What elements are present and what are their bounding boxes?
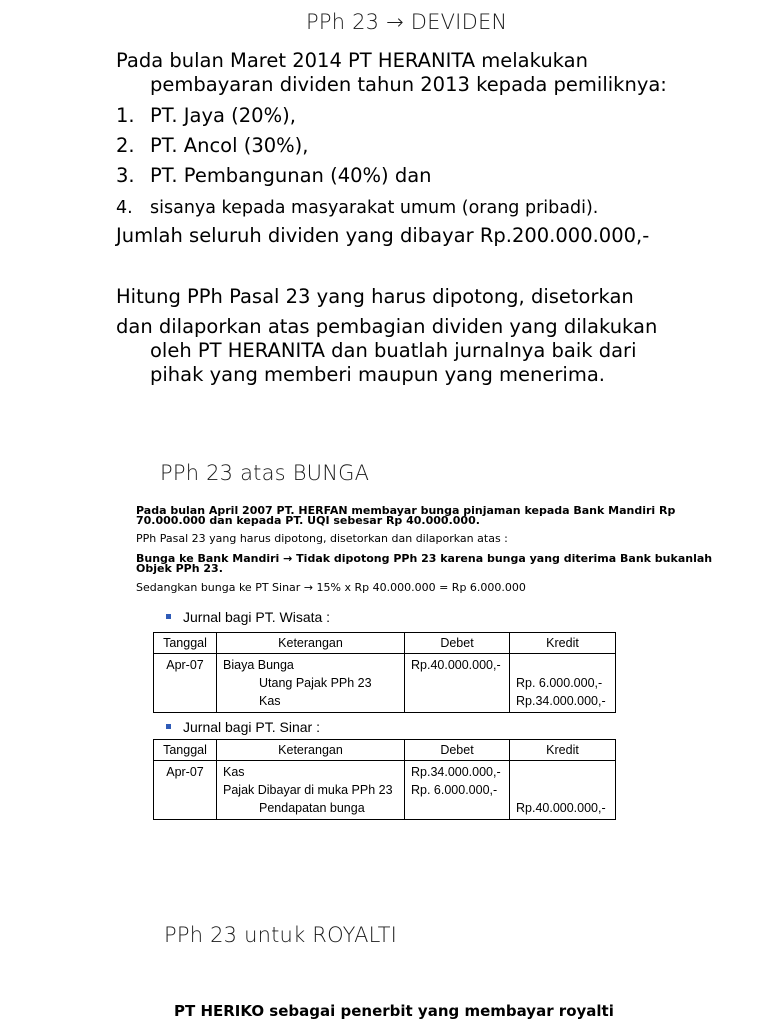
debit-line: Rp.40.000.000,-: [411, 658, 501, 672]
list-text: PT. Jaya (20%),: [150, 104, 296, 127]
header-kredit: Kredit: [510, 633, 616, 654]
table-header-row: [154, 633, 616, 654]
cell-date: Apr-07: [154, 654, 217, 713]
credit-line: Rp. 6.000.000,-: [516, 676, 603, 690]
cell-desc: [217, 654, 405, 713]
cell-debit: [405, 654, 510, 713]
credit-line: [516, 656, 609, 674]
question-line-1: Hitung PPh Pasal 23 yang harus dipotong, disetorkan: [116, 285, 634, 308]
credit-line: Rp.34.000.000,-: [516, 694, 606, 708]
journal-table-sinar: [153, 739, 616, 820]
debit-line: Rp. 6.000.000,-: [411, 783, 498, 797]
bunga-text-5: Objek PPh 23.: [136, 562, 223, 575]
desc-line: Kas: [223, 765, 245, 779]
header-debet: Debet: [405, 633, 510, 654]
desc-line: Pendapatan bunga: [259, 801, 365, 815]
list-item-3: [116, 164, 432, 188]
debit-line: Rp.34.000.000,-: [411, 765, 501, 779]
list-item-2: [116, 134, 308, 158]
credit-line: [516, 763, 609, 781]
list-item-4: [116, 196, 598, 220]
list-number: 3.: [116, 164, 135, 187]
section-title-bunga: PPh 23 atas BUNGA: [160, 461, 370, 485]
bunga-text-3: PPh Pasal 23 yang harus dipotong, disetorkan dan dilaporkan atas :: [136, 532, 508, 545]
bunga-text-4: Bunga ke Bank Mandiri → Tidak dipotong PPh 23 karena bunga yang diterima Bank bukanlah: [136, 552, 713, 565]
table-row: [154, 654, 616, 713]
section-title-deviden: PPh 23 → DEVIDEN: [306, 10, 508, 34]
list-text: PT. Pembangunan (40%) dan: [150, 164, 432, 187]
total-dividend: Jumlah seluruh dividen yang dibayar Rp.200.000.000,-: [116, 224, 650, 247]
list-number: 2.: [116, 134, 135, 157]
cell-debit: [405, 761, 510, 820]
desc-line: Pajak Dibayar di muka PPh 23: [223, 783, 393, 797]
desc-line: Kas: [259, 694, 281, 708]
list-text: sisanya kepada masyarakat umum (orang pribadi).: [150, 198, 599, 218]
question-line-4: pihak yang memberi maupun yang menerima.: [150, 363, 605, 386]
question-paragraph: [116, 315, 657, 387]
bunga-text-2: 70.000.000 dan kepada PT. UQI sebesar Rp 40.000.000.: [136, 514, 480, 527]
header-keterangan: Keterangan: [217, 633, 405, 654]
header-keterangan: Keterangan: [217, 740, 405, 761]
debit-line: [411, 692, 503, 710]
royalti-subtitle: PT HERIKO sebagai penerbit yang membayar royalti: [174, 1002, 614, 1020]
table-row: [154, 761, 616, 820]
journal-1-label: [166, 609, 330, 625]
cell-desc: [217, 761, 405, 820]
desc-line: Utang Pajak PPh 23: [259, 676, 372, 690]
question-line-2: dan dilaporkan atas pembagian dividen yang dilakukan: [116, 315, 658, 338]
table-header-row: [154, 740, 616, 761]
cell-credit: [510, 654, 616, 713]
list-item-1: [116, 104, 296, 128]
question-line-3: oleh PT HERANITA dan buatlah jurnalnya baik dari: [150, 339, 637, 362]
credit-line: Rp.40.000.000,-: [516, 801, 606, 815]
bunga-text-1: Pada bulan April 2007 PT. HERFAN membayar bunga pinjaman kepada Bank Mandiri Rp: [136, 504, 676, 517]
header-debet: Debet: [405, 740, 510, 761]
intro-line-2: pembayaran dividen tahun 2013 kepada pemiliknya:: [150, 73, 667, 96]
list-number: 4.: [116, 198, 133, 218]
intro-line-1: Pada bulan Maret 2014 PT HERANITA melakukan: [116, 49, 588, 72]
list-text: PT. Ancol (30%),: [150, 134, 309, 157]
cell-credit: [510, 761, 616, 820]
square-bullet-icon: [166, 724, 171, 729]
bunga-text-6: Sedangkan bunga ke PT Sinar → 15% x Rp 40.000.000 = Rp 6.000.000: [136, 581, 526, 594]
credit-line: [516, 781, 609, 799]
square-bullet-icon: [166, 614, 171, 619]
journal-2-label-text: Jurnal bagi PT. Sinar :: [183, 719, 320, 735]
paragraph-intro: [116, 49, 667, 97]
journal-2-label: [166, 719, 320, 735]
cell-date: Apr-07: [154, 761, 217, 820]
debit-line: [411, 674, 503, 692]
list-number: 1.: [116, 104, 135, 127]
header-kredit: Kredit: [510, 740, 616, 761]
desc-line: Biaya Bunga: [223, 658, 294, 672]
header-tanggal: Tanggal: [154, 740, 217, 761]
journal-1-label-text: Jurnal bagi PT. Wisata :: [183, 609, 331, 625]
section-title-royalti: PPh 23 untuk ROYALTI: [164, 923, 398, 947]
debit-line: [411, 799, 503, 817]
header-tanggal: Tanggal: [154, 633, 217, 654]
journal-table-wisata: [153, 632, 616, 713]
